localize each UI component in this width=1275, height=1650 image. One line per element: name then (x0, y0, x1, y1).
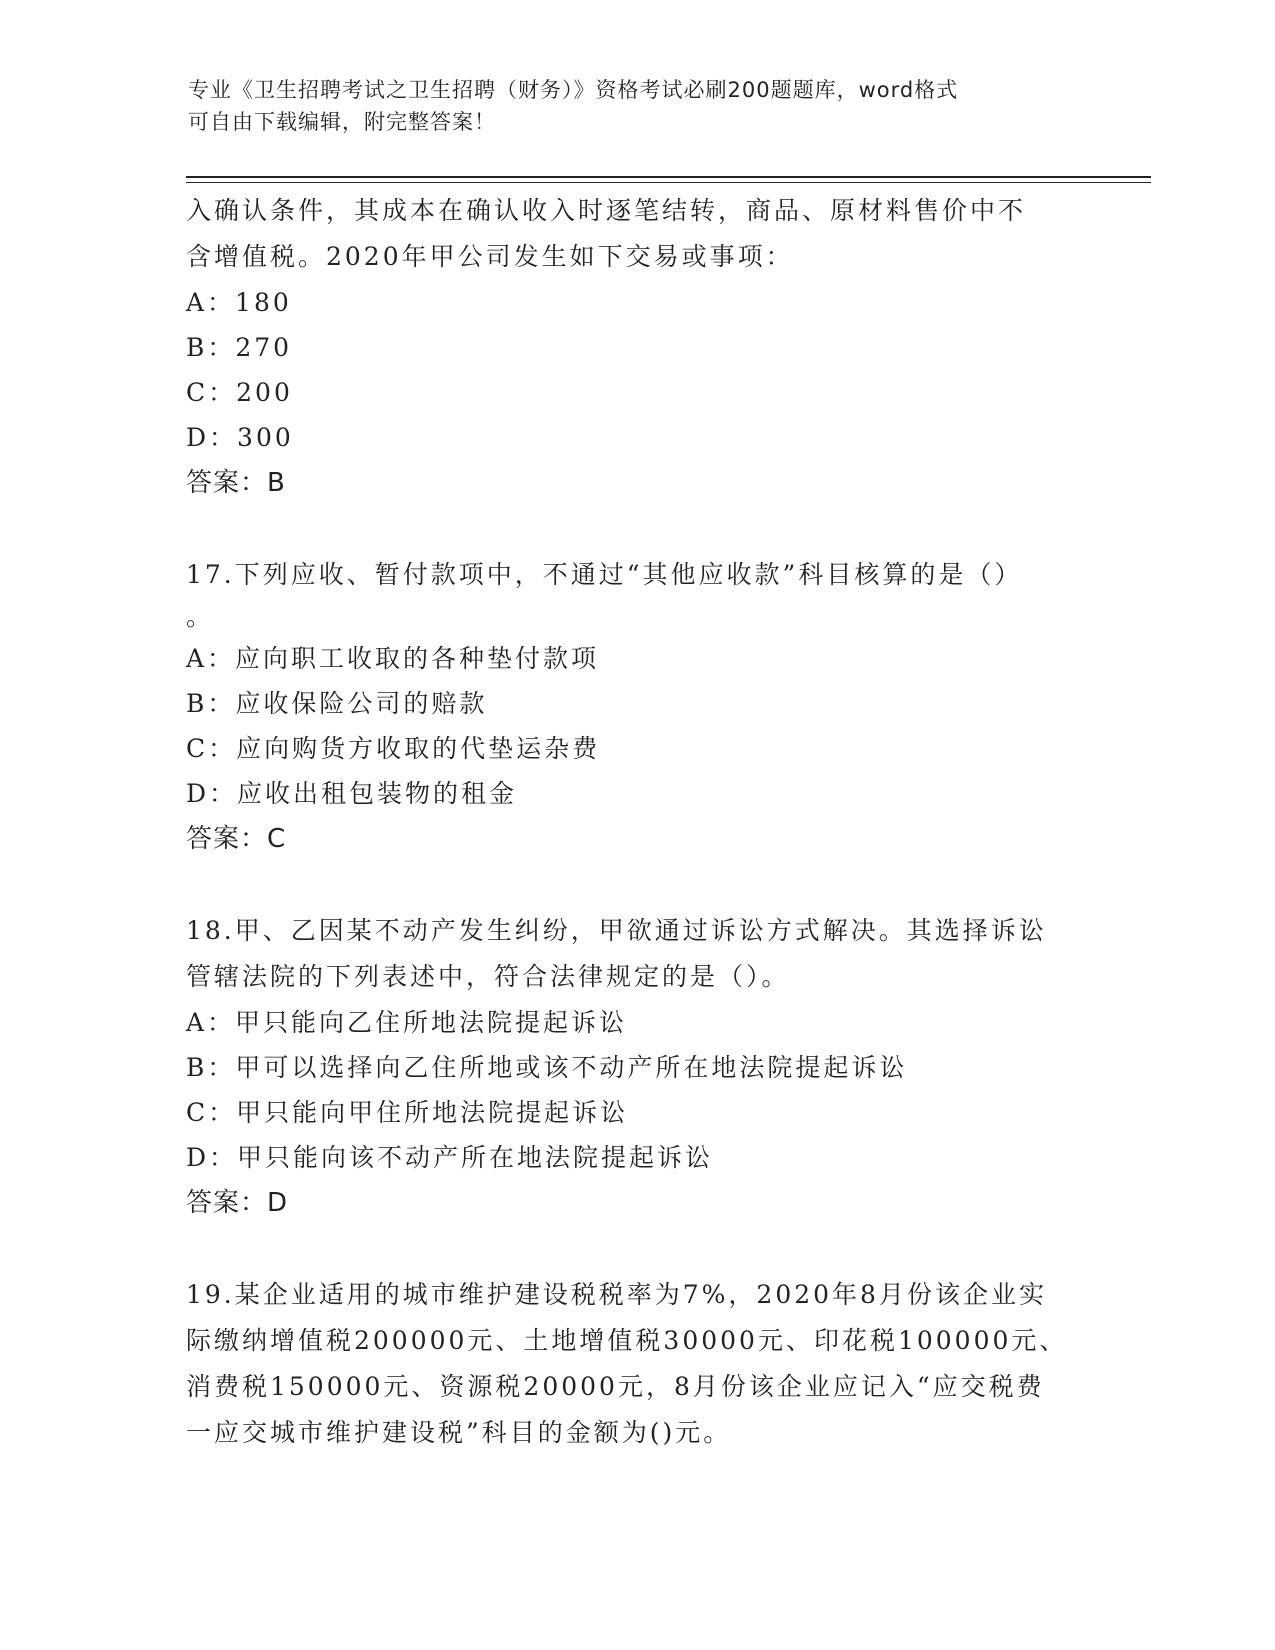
question-text-line: 。 (186, 602, 215, 631)
option-c: C：应向购货方收取的代垫运杂费 (186, 734, 601, 763)
question-text-line: 18.甲、乙因某不动产发生纠纷，甲欲通过诉讼方式解决。其选择诉讼 (186, 916, 1047, 945)
question-text-line: 含增值税。2020年甲公司发生如下交易或事项： (186, 242, 794, 271)
option-b: B：270 (186, 333, 293, 362)
question-text-line: 际缴纳增值税200000元、土地增值税30000元、印花税100000元、 (186, 1326, 1068, 1355)
document-body (186, 188, 1076, 1456)
question-19 (186, 1272, 1076, 1456)
question-text-line: 19.某企业适用的城市维护建设税税率为7%，2020年8月份该企业实 (186, 1280, 1047, 1309)
header-rule-thick (186, 176, 1151, 178)
option-c: C：甲只能向甲住所地法院提起诉讼 (186, 1098, 629, 1127)
header-line-2: 可自由下载编辑，附完整答案！ (188, 110, 496, 134)
question-continued (186, 188, 1076, 506)
question-text-line: 17.下列应收、暂付款项中，不通过“其他应收款”科目核算的是（） (186, 560, 1023, 589)
option-d: D：甲只能向该不动产所在地法院提起诉讼 (186, 1143, 714, 1172)
option-a: A：应向职工收取的各种垫付款项 (186, 644, 600, 673)
option-b: B：应收保险公司的赔款 (186, 689, 488, 718)
answer: 答案：C (186, 824, 287, 854)
header-line-1: 专业《卫生招聘考试之卫生招聘（财务）》资格考试必刷200题题库，word格式 (188, 78, 959, 102)
question-text-line: 一应交城市维护建设税”科目的金额为()元。 (186, 1418, 732, 1447)
question-text-line: 入确认条件，其成本在确认收入时逐笔结转，商品、原材料售价中不 (186, 196, 1027, 225)
option-d: D：应收出租包装物的租金 (186, 779, 518, 808)
option-d: D：300 (186, 423, 294, 452)
question-text-line: 消费税150000元、资源税20000元，8月份该企业应记入“应交税费 (186, 1372, 1045, 1401)
document-header (188, 74, 1068, 138)
answer: 答案：D (186, 1188, 289, 1218)
option-a: A：甲只能向乙住所地法院提起诉讼 (186, 1008, 628, 1037)
option-b: B：甲可以选择向乙住所地或该不动产所在地法院提起诉讼 (186, 1053, 908, 1082)
question-text-line: 管辖法院的下列表述中，符合法律规定的是（）。 (186, 962, 790, 991)
option-c: C：200 (186, 378, 293, 407)
answer: 答案：B (186, 468, 286, 498)
question-18 (186, 908, 1076, 1226)
header-rule-thin (186, 182, 1151, 183)
option-a: A：180 (186, 288, 292, 317)
question-17 (186, 552, 1076, 862)
